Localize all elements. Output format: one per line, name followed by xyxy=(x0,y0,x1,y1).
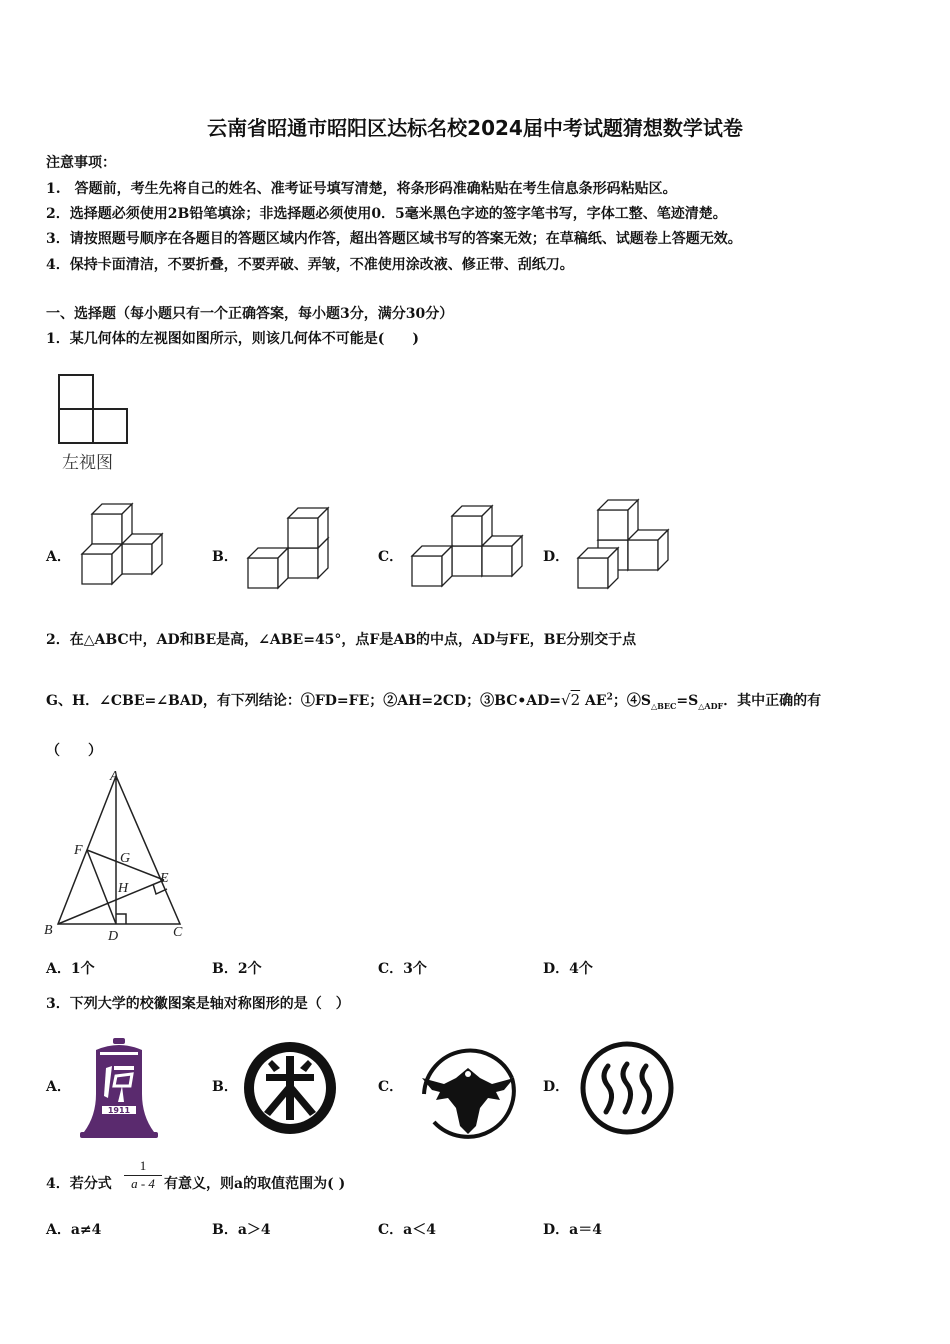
note-item: 2．选择题必须使用2B铅笔填涂；非选择题必须使用0．5毫米黑色字迹的签字笔书写，字体工整、笔迹清楚。 xyxy=(46,206,727,222)
tsinghua-emblem-icon xyxy=(78,1036,160,1140)
q1-option-d-cubes xyxy=(576,496,672,590)
q2-sub2: △ADF xyxy=(698,700,724,711)
q4-option-b[interactable]: B．a＞4 xyxy=(212,1222,271,1238)
page-title: 云南省昭通市昭阳区达标名校2024届中考试题猜想数学试卷 xyxy=(207,116,743,140)
q4-denominator: a - 4 xyxy=(124,1175,162,1192)
q4-numerator: 1 xyxy=(139,1158,147,1173)
note-item: 3．请按照题号顺序在各题目的答题区域内作答，超出答题区域书写的答案无效；在草稿纸、试题卷上答题无效。 xyxy=(46,231,742,247)
cube xyxy=(82,544,122,584)
q3-option-b[interactable]: B． xyxy=(212,1079,238,1095)
q2-line1: 2．在△ABC中，AD和BE是高，∠ABE=45°，点F是AB的中点，AD与FE，BE分别交于点 xyxy=(46,632,637,648)
q2-line2-b: AE xyxy=(585,693,607,709)
q3-option-a[interactable]: A． xyxy=(46,1079,71,1095)
q2-option-a[interactable]: A．1个 xyxy=(46,961,95,977)
cube xyxy=(288,508,328,548)
peking-emblem-icon xyxy=(242,1040,338,1136)
label-e: E xyxy=(160,871,169,886)
q2-sup: 2 xyxy=(606,692,613,703)
cube xyxy=(412,546,452,586)
q1-option-d[interactable]: D． xyxy=(543,549,570,565)
q2-paren: （ ） xyxy=(46,743,102,759)
label-c: C xyxy=(173,925,183,940)
q1-left-view-figure xyxy=(58,374,130,446)
q1-figure-caption: 左视图 xyxy=(62,453,113,473)
cube xyxy=(452,506,492,546)
q2-line2: G、H．∠CBE=∠BAD，有下列结论：①FD=FE；②AH=2CD；③BC•AD=√2 $AE^2$；$④S_{\triangle BEC}=S_{\triangle ADF}$．其中正确的有 xyxy=(46,691,822,711)
q1-option-b-cubes xyxy=(246,506,332,590)
note-item: 4．保持卡面清洁，不要折叠，不要弄破、弄皱，不准使用涂改液、修正带、刮纸刀。 xyxy=(46,257,574,273)
cube xyxy=(248,548,288,588)
wave-emblem-icon xyxy=(578,1040,676,1136)
q3-stem: 3．下列大学的校徽图案是轴对称图形的是（ ） xyxy=(46,996,350,1012)
q4-stem-a: 4．若分式 xyxy=(46,1176,112,1192)
label-a: A xyxy=(110,769,119,784)
label-f: F xyxy=(74,843,83,858)
q2-line2-c: ；④S xyxy=(612,693,651,709)
cube xyxy=(598,500,638,540)
q2-line2-d: =S xyxy=(676,693,699,709)
cube xyxy=(122,534,162,574)
q3-option-c[interactable]: C． xyxy=(378,1079,404,1095)
q2-triangle-figure xyxy=(40,768,200,944)
label-b: B xyxy=(44,923,53,938)
q2-sqrt-value: 2 xyxy=(570,691,581,709)
logo-a-text: 1911 xyxy=(107,1106,131,1115)
q2-option-c[interactable]: C．3个 xyxy=(378,961,427,977)
cube xyxy=(482,536,522,576)
q1-option-c[interactable]: C． xyxy=(378,549,404,565)
notes-heading: 注意事项： xyxy=(46,155,116,171)
cube xyxy=(578,548,618,588)
q2-line2-a: G、H．∠CBE=∠BAD，有下列结论：①FD=FE；②AH=2CD；③BC•AD= xyxy=(46,693,562,709)
eagle-emblem-icon xyxy=(414,1038,522,1136)
q1-option-a[interactable]: A． xyxy=(46,549,71,565)
cube xyxy=(92,504,132,544)
note-item: 1. 答题前，考生先将自己的姓名、准考证号填写清楚，将条形码准确粘贴在考生信息条形码粘贴区。 xyxy=(46,181,677,197)
q1-option-a-cubes xyxy=(80,502,166,586)
q1-option-c-cubes xyxy=(410,504,530,588)
section-heading: 一、选择题（每小题只有一个正确答案，每小题3分，满分30分） xyxy=(46,306,454,322)
label-h: H xyxy=(118,881,129,896)
q4-stem-b: 有意义，则a的取值范围为( ) xyxy=(164,1176,346,1192)
q3-option-d[interactable]: D． xyxy=(543,1079,570,1095)
q2-option-b[interactable]: B．2个 xyxy=(212,961,262,977)
q4-fraction xyxy=(124,1158,162,1192)
q2-line2-e: ．其中正确的有 xyxy=(723,693,822,709)
label-g: G xyxy=(120,851,131,866)
cube xyxy=(628,530,668,570)
q4-option-d[interactable]: D．a＝4 xyxy=(543,1222,602,1238)
q4-option-c[interactable]: C．a＜4 xyxy=(378,1222,436,1238)
q1-stem: 1．某几何体的左视图如图所示，则该几何体不可能是( ) xyxy=(46,331,419,347)
q4-option-a[interactable]: A．a≠4 xyxy=(46,1222,102,1238)
q2-option-d[interactable]: D．4个 xyxy=(543,961,593,977)
label-d: D xyxy=(108,929,119,944)
q1-option-b[interactable]: B． xyxy=(212,549,238,565)
q2-sub1: △BEC xyxy=(650,700,677,711)
